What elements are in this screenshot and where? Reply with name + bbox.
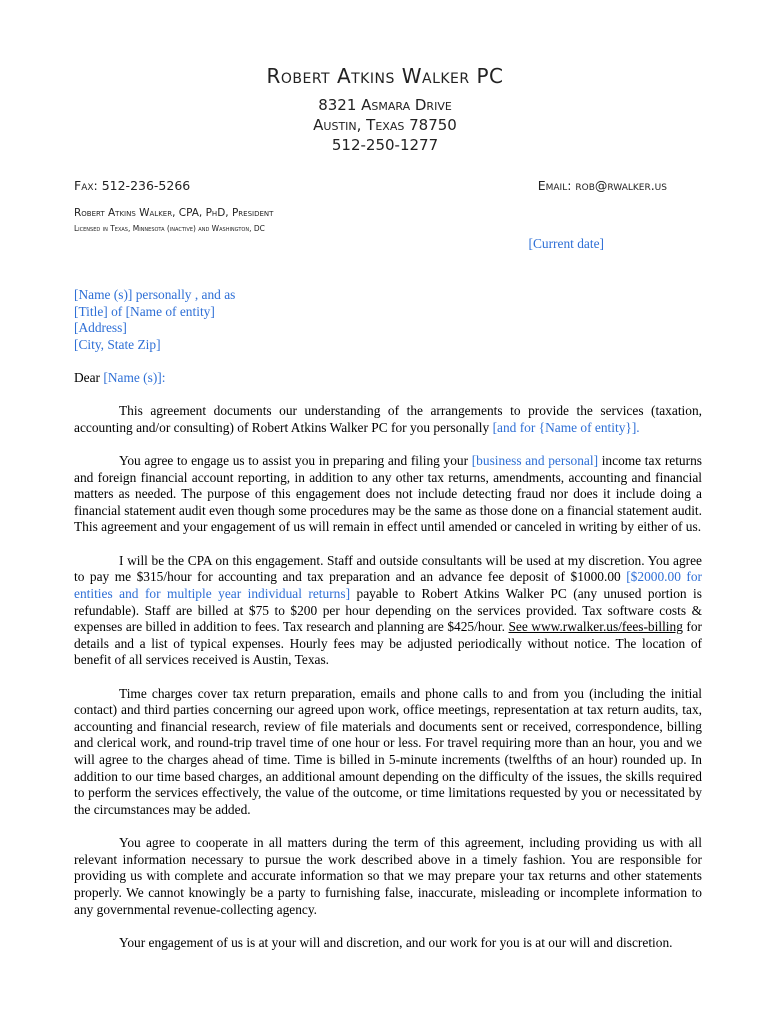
p3-text-b: payable to Robert Atkins Walker PC (any unused portion is refundable). Staff are billed at $75 to $200 per hour depending on the services provided. Tax software costs & expenses are billed in addition to fees. Tax research and planning are $425/hour.	[74, 585, 702, 635]
president-line: Robert Atkins Walker, CPA, PhD, President	[74, 207, 274, 219]
firm-name: Robert Atkins Walker PC	[266, 64, 504, 88]
recipient-line-name: [Name (s)] personally , and as	[74, 287, 236, 302]
recipient-line-title: [Title] of [Name of entity]	[74, 303, 215, 319]
salutation-prefix: Dear	[74, 370, 104, 385]
recipient-line-city: [City, State Zip]	[74, 336, 161, 352]
address-city: Austin, Texas 78750	[313, 116, 457, 134]
fees-billing-link[interactable]: See www.rwalker.us/fees-billing	[508, 619, 683, 635]
salutation	[74, 370, 165, 387]
paragraph-discretion: Your engagement of us is at your will and discretion, and our work for you is at our will and discretion.	[119, 935, 673, 951]
address-street: 8321 Asmara Drive	[318, 96, 452, 114]
recipient-block	[74, 287, 235, 353]
p1-entity-placeholder: [and for {Name of entity}].	[492, 419, 640, 435]
paragraph-agreement	[74, 403, 702, 436]
letter-body	[74, 403, 702, 952]
p1-text: This agreement documents our understanding of the arrangements to provide the services (taxation, accounting and/or consulting) of Robert Atkins Walker PC for you personally	[74, 403, 702, 435]
paragraph-cooperation: You agree to cooperate in all matters during the term of this agreement, including providing us with all relevant information necessary to pursue the work described above in a timely fashion. You are responsible for providing us with complete and accurate information so that we may prepare your tax returns and other statements properly. We cannot knowingly be a party to furnishing false, inaccurate, misleading or incomplete information to any governmental revenue-collecting agency.	[74, 835, 702, 917]
license-line: Licensed in Texas, Minnesota (inactive) and Washington, DC	[74, 224, 265, 233]
p2-placeholder: [business and personal]	[471, 452, 599, 468]
paragraph-engagement	[74, 453, 702, 536]
date-placeholder: [Current date]	[528, 236, 604, 251]
paragraph-time-charges: Time charges cover tax return preparation, emails and phone calls to and from you (including the initial contact) and third parties concerning our agreed upon work, office meetings, representation at tax return audits, tax, accounting and financial research, review of file materials and documents sent or received, correspondence, billing and clerical work, and round-trip travel time of one hour or less. For travel requiring more than an hour, you and we will agree to the charges ahead of time. Time is billed in 5-minute increments (twelfths of an hour) rounded up. In addition to our time based charges, an additional amount depending on the difficulty of the issues, the skills required to perform the services effectively, the value of the outcome, or time limitations requested by you or necessitated by the circumstances may be added.	[74, 685, 702, 817]
p2-text-a: You agree to engage us to assist you in preparing and filing your	[119, 452, 472, 468]
p3-text-c: for details and a list of typical expenses. Hourly fees may be adjusted periodically without notice. The location of benefit of all services received is Austin, Texas.	[74, 619, 703, 668]
email-address: Email: rob@rwalker.us	[537, 178, 667, 193]
p2-text-b: income tax returns and foreign financial account reporting, in addition to any other tax returns, amendments, accounting and financial matters as needed. The purpose of this engagement does not include detecting fraud nor does it include doing a financial statement audit even though some procedures may be the same as those done on a financial statement audit. This agreement and your engagement of us will remain in effect until amended or canceled in writing by either of us.	[74, 452, 702, 535]
recipient-line-address: [Address]	[74, 320, 127, 336]
fax-number: Fax: 512-236-5266	[74, 178, 191, 193]
phone-number: 512-250-1277	[331, 136, 439, 154]
paragraph-fees	[74, 553, 702, 669]
p3-placeholder: [$2000.00 for entities and for multiple year individual returns]	[74, 569, 702, 601]
salutation-name: [Name (s)]:	[103, 370, 166, 385]
p3-text-a: I will be the CPA on this engagement. Staff and outside consultants will be used at my discretion. You agree to pay me $315/hour for accounting and tax preparation and an advance fee deposit of $1000.00	[74, 552, 702, 585]
